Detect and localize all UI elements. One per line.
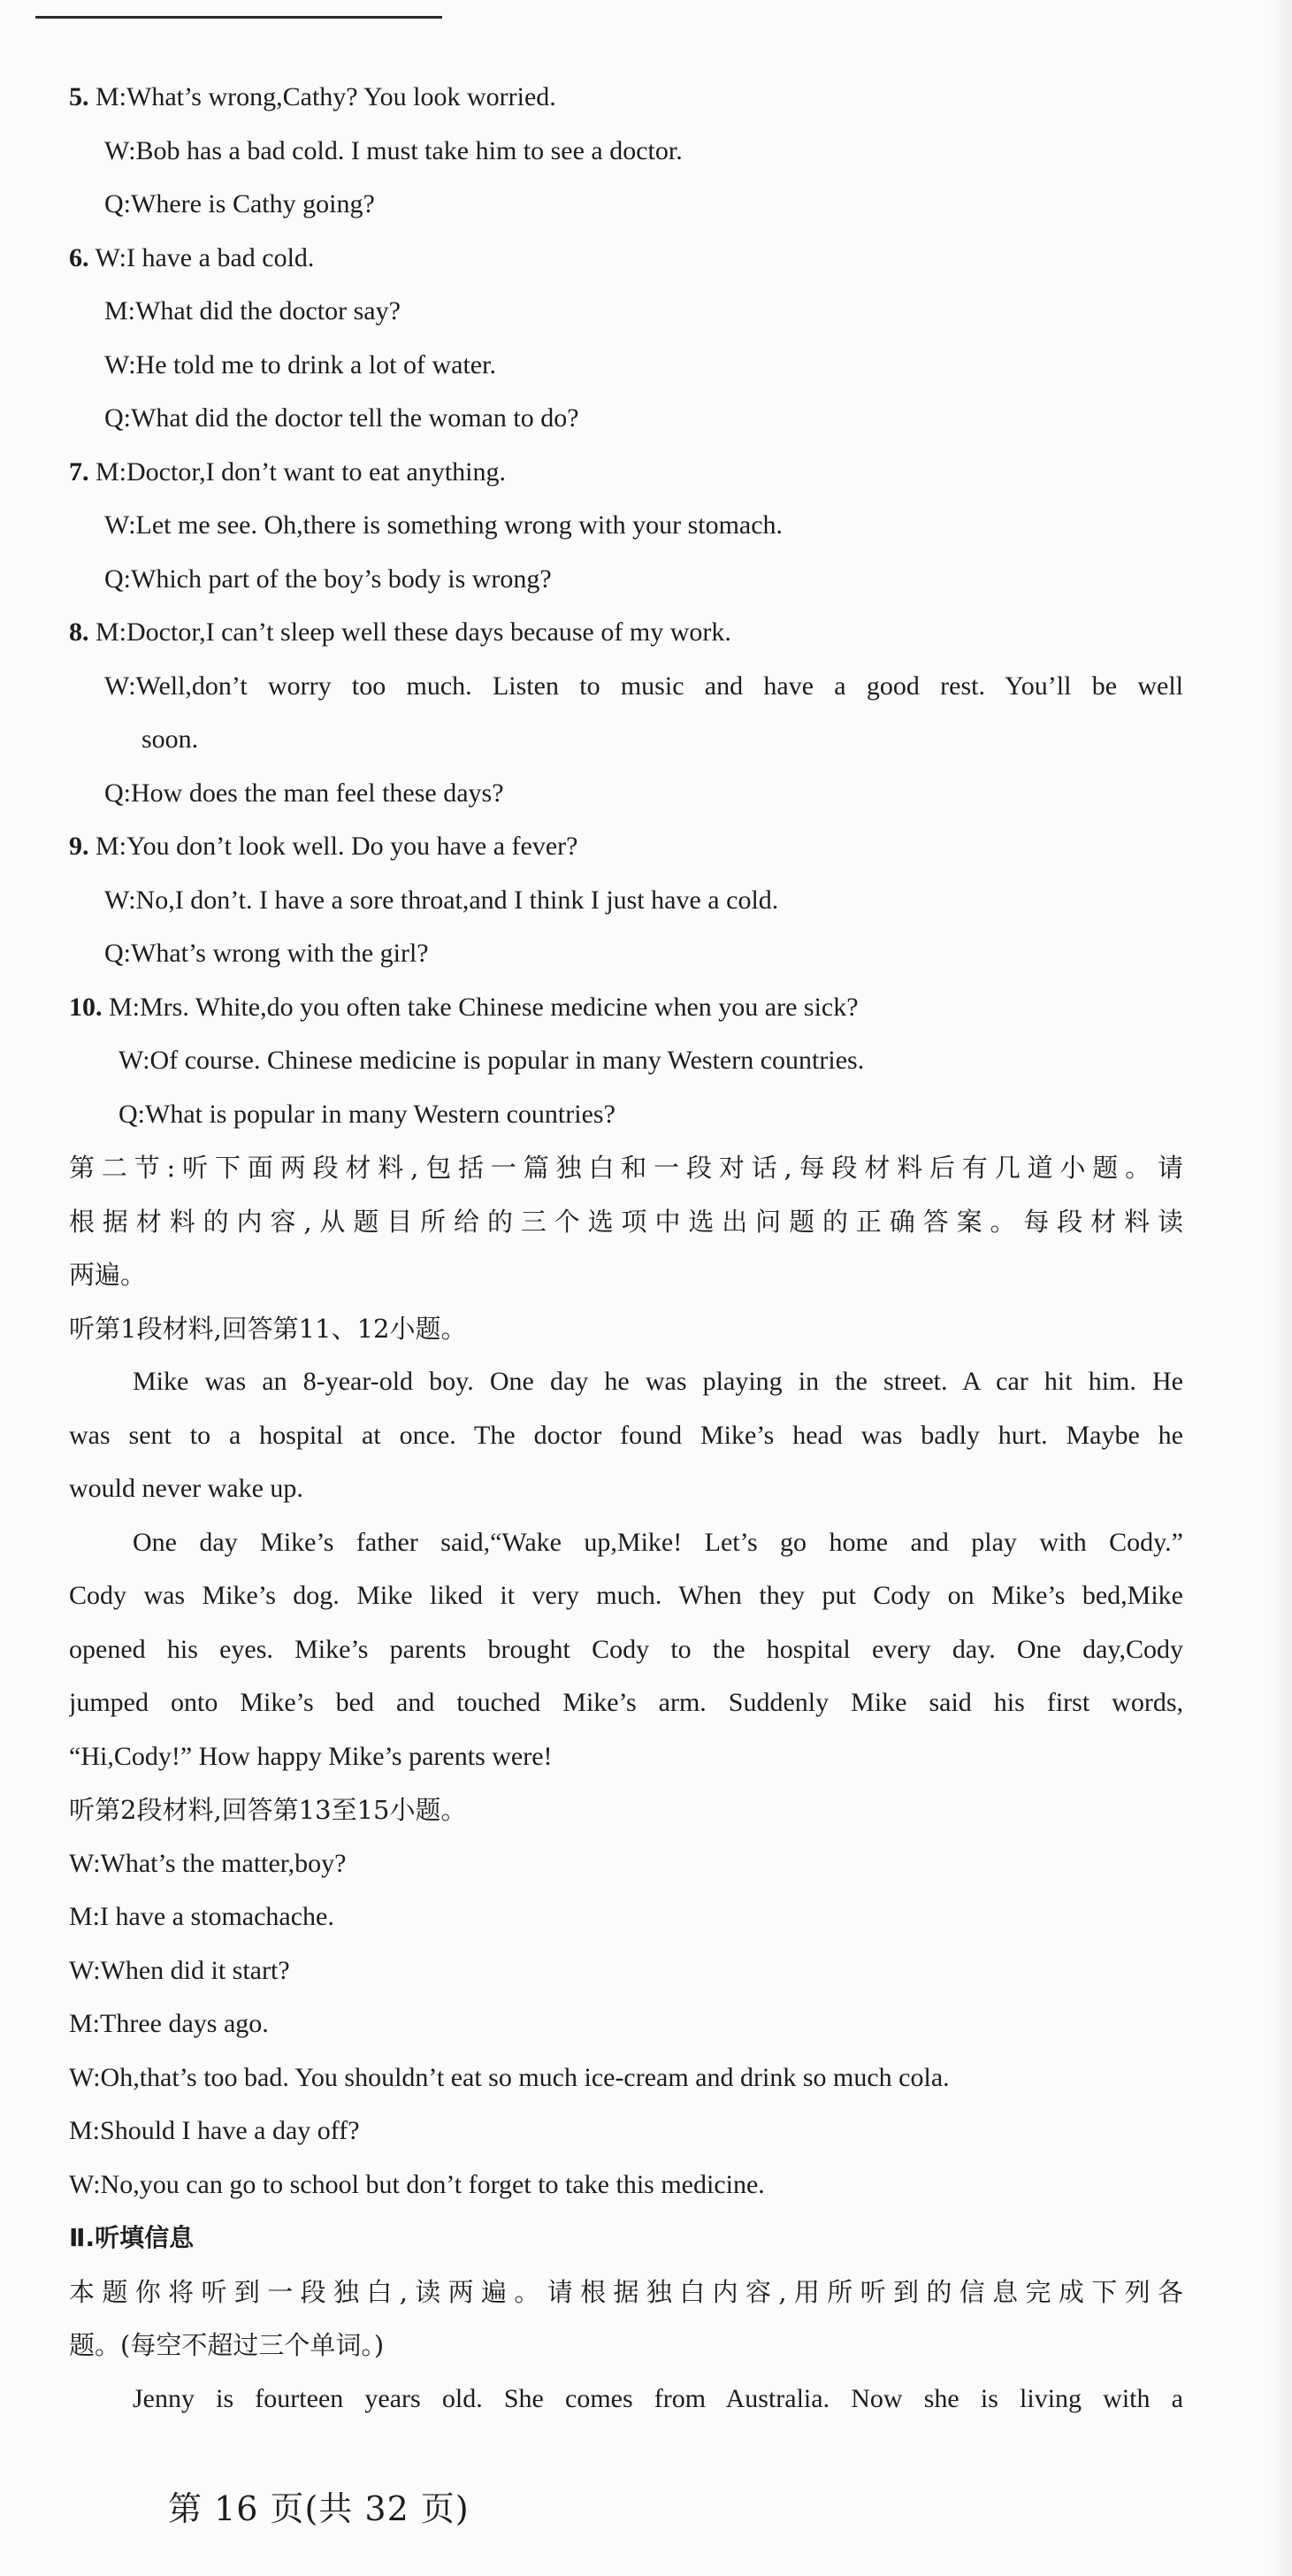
- dialogue-7-line-3: Q:Which part of the boy’s body is wrong?: [104, 564, 552, 594]
- material2-line-1: W:What’s the matter,boy?: [69, 1848, 347, 1878]
- dialogue-9-line-2: W:No,I don’t. I have a sore throat,and I think I just have a cold.: [104, 885, 779, 915]
- material2-line-2: M:I have a stomachache.: [69, 1902, 334, 1931]
- part2-instructions-line-1: 本题你将听到一段独白,读两遍。请根据独白内容,用所听到的信息完成下列各: [69, 2276, 1183, 2307]
- material1-p2-line-5: “Hi,Cody!” How happy Mike’s parents were!: [69, 1741, 553, 1771]
- dialogue-6-line-3: W:He told me to drink a lot of water.: [104, 349, 496, 380]
- page-number-footer: 第 16 页(共 32 页): [168, 2489, 470, 2528]
- part2-heading: Ⅱ.听填信息: [69, 2223, 195, 2252]
- question-number: 9.: [69, 832, 89, 861]
- dialogue-text: M:What’s wrong,Cathy? You look worried.: [96, 82, 556, 111]
- material1-p1-line-3: would never wake up.: [69, 1474, 303, 1503]
- dialogue-5-line-2: W:Bob has a bad cold. I must take him to see a doctor.: [104, 135, 683, 165]
- dialogue-7-line-2: W:Let me see. Oh,there is something wrong with your stomach.: [104, 510, 784, 540]
- section2-instructions-line-2: 根据材料的内容,从题目所给的三个选项中选出问题的正确答案。每段材料读: [69, 1206, 1183, 1237]
- material2-line-5: W:Oh,that’s too bad. You shouldn’t eat so much ice-cream and drink so much cola.: [69, 2062, 950, 2092]
- dialogue-8-line-2: W:Well,don’t worry too much. Listen to music and have a good rest. You’ll be well: [104, 671, 1183, 701]
- part2-instructions-line-2: 题。(每空不超过三个单词。): [69, 2330, 385, 2360]
- section2-instructions-line-1: 第二节:听下面两段材料,包括一篇独白和一段对话,每段材料后有几道小题。请: [69, 1153, 1183, 1183]
- material1-p2-line-1: One day Mike’s father said,“Wake up,Mike! Let’s go home and play with Cody.”: [133, 1527, 1183, 1557]
- dialogue-text: M:You don’t look well. Do you have a fever?: [96, 832, 578, 861]
- page-edge-shadow: [1269, 0, 1292, 2576]
- dialogue-text: W:I have a bad cold.: [95, 242, 315, 272]
- dialogue-9-line-1: [69, 820, 1183, 874]
- dialogue-7-line-1: [69, 446, 1183, 500]
- material1-p2-line-3: opened his eyes. Mike’s parents brought Cody to the hospital every day. One day,Cody: [69, 1634, 1183, 1664]
- material1-p2-line-4: jumped onto Mike’s bed and touched Mike’s arm. Suddenly Mike said his first words,: [69, 1688, 1183, 1717]
- dialogue-8-line-3: soon.: [141, 724, 199, 754]
- dialogue-8-line-4: Q:How does the man feel these days?: [104, 778, 504, 808]
- question-number: 10.: [69, 992, 103, 1022]
- dialogue-text: M:Doctor,I can’t sleep well these days because of my work.: [96, 617, 731, 647]
- dialogue-6-line-2: M:What did the doctor say?: [104, 296, 401, 326]
- material1-p1-line-1: Mike was an 8-year-old boy. One day he was playing in the street. A car hit him. He: [133, 1367, 1183, 1396]
- top-rule: [35, 16, 442, 19]
- question-number: 5.: [69, 82, 89, 111]
- material2-heading: 听第2段材料,回答第13至15小题。: [69, 1795, 467, 1825]
- part2-passage-line-1: Jenny is fourteen years old. She comes from Australia. Now she is living with a: [133, 2383, 1183, 2413]
- dialogue-10-line-3: Q:What is popular in many Western countries?: [118, 1099, 615, 1129]
- material2-line-3: W:When did it start?: [69, 1955, 290, 1985]
- question-number: 7.: [69, 456, 89, 487]
- dialogue-10-line-1: [69, 981, 1183, 1035]
- dialogue-8-line-1: [69, 606, 1183, 660]
- material2-line-7: W:No,you can go to school but don’t forget to take this medicine.: [69, 2169, 765, 2199]
- dialogue-6-line-4: Q:What did the doctor tell the woman to do?: [104, 403, 579, 433]
- dialogue-text: M:Mrs. White,do you often take Chinese medicine when you are sick?: [109, 992, 859, 1022]
- material1-heading: 听第1段材料,回答第11、12小题。: [69, 1313, 467, 1344]
- dialogue-5-line-3: Q:Where is Cathy going?: [104, 189, 375, 218]
- material1-p1-line-2: was sent to a hospital at once. The doctor found Mike’s head was badly hurt. Maybe he: [69, 1420, 1183, 1450]
- material2-line-4: M:Three days ago.: [69, 2009, 269, 2038]
- material1-p2-line-2: Cody was Mike’s dog. Mike liked it very much. When they put Cody on Mike’s bed,Mike: [69, 1581, 1183, 1610]
- dialogue-10-line-2: W:Of course. Chinese medicine is popular in many Western countries.: [118, 1046, 865, 1075]
- dialogue-text: M:Doctor,I don’t want to eat anything.: [96, 456, 506, 487]
- page-content: [69, 71, 1183, 2426]
- question-number: 6.: [69, 242, 89, 272]
- dialogue-6-line-1: [69, 232, 1183, 286]
- dialogue-5-line-1: [69, 71, 1183, 125]
- section2-instructions-line-3: 两遍。: [69, 1260, 147, 1290]
- question-number: 8.: [69, 617, 89, 647]
- material2-line-6: M:Should I have a day off?: [69, 2116, 360, 2145]
- dialogue-9-line-3: Q:What’s wrong with the girl?: [104, 939, 429, 968]
